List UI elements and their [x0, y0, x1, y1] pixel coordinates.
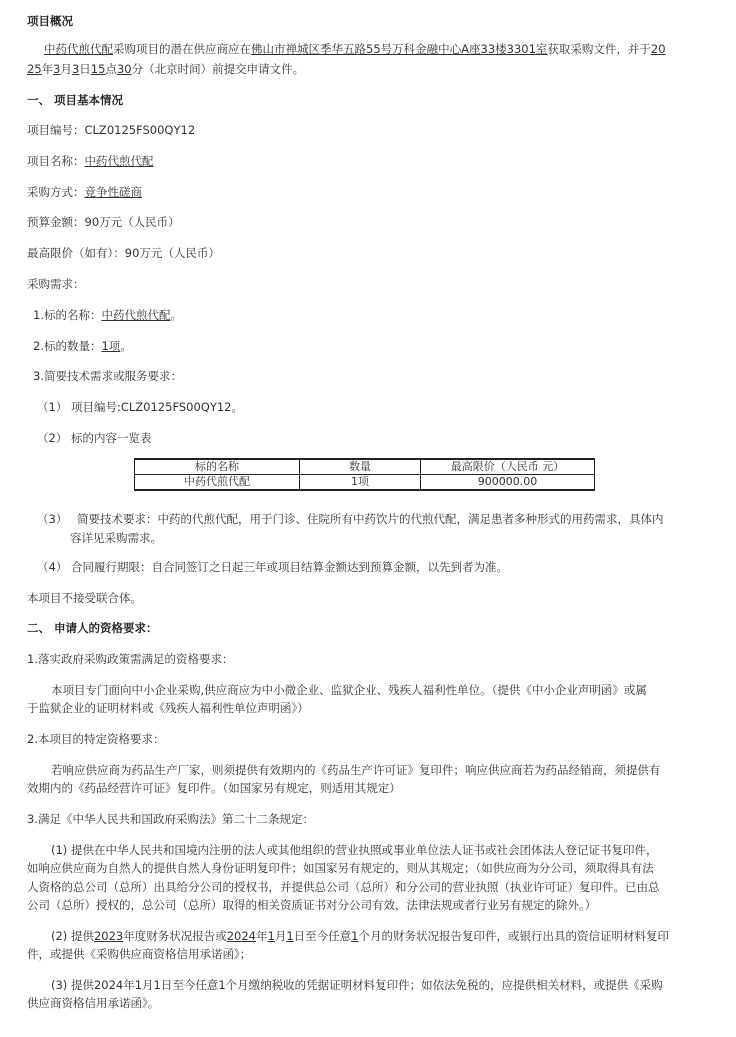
section-heading-basic-info: 一、 项目基本情况: [27, 93, 124, 107]
procurement-method-row: 采购方式：竞争性磋商: [27, 185, 142, 199]
tech-requirements-heading: 3.简要技术需求或服务要求：: [33, 369, 182, 383]
overview-line-2: 25年3月3日15点30分（北京时间）前提交申请文件。: [27, 62, 305, 76]
req-1-line-2: 于监狱企业的证明材料或《残疾人福利性单位声明函》）: [27, 701, 309, 715]
table-cell: 1项: [300, 475, 421, 491]
project-number-row: 项目编号：CLZ0125FS00QY12: [27, 123, 196, 137]
project-name: 中药代煎代配: [84, 154, 154, 168]
sub-item-2: （2） 标的内容一览表: [37, 431, 152, 445]
table-cell: 900000.00: [421, 475, 595, 491]
project-number: CLZ0125FS00QY12: [84, 123, 196, 137]
req-1-title: 1.落实政府采购政策需满足的资格要求：: [27, 652, 234, 666]
req-3-p1-line-2: 如响应供应商为自然人的提供自然人身份证明复印件；如国家另有规定的，则从其规定；（如供应商为分公司，须取得具有法: [27, 861, 654, 875]
req-3-p1-line-4: 公司（总所）授权的，总公司（总所）取得的相关资质证书对分公司有效，法律法规或者行业另有规定的除外。）: [27, 898, 597, 912]
item-quantity-row: 2.标的数量：1项。: [33, 339, 132, 353]
consortium-note: 本项目不接受联合体。: [27, 591, 142, 605]
req-3-p2-line-1: (2) 提供2023年度财务状况报告或2024年1月1日至今任意1个月的财务状况报告复印件，或银行出具的资信证明材料复印: [51, 929, 669, 943]
demand-label: 采购需求：: [27, 277, 85, 291]
section-title-overview: 项目概况: [27, 14, 73, 28]
req-3-p3-line-1: (3) 提供2024年1月1日至今任意1个月缴纳税收的凭据证明材料复印件；如依法免税的，应提供相关材料，或提供《采购: [51, 978, 663, 992]
item-name-row: 1.标的名称：中药代煎代配。: [33, 308, 182, 322]
req-2-line-2: 效期内的《药品经营许可证》复印件。（如国家另有规定，则适用其规定）: [27, 781, 401, 795]
item-quantity: 1项: [101, 339, 121, 353]
req-3-p2-line-2: 件，或提供《采购供应商资格信用承诺函》；: [27, 947, 252, 961]
sub-item-3-line-2: 容详见采购需求。: [70, 531, 162, 545]
table-row: [135, 475, 595, 491]
req-1-line-1: 本项目专门面向中小企业采购,供应商应为中小微企业、监狱企业、残疾人福利性单位。（提供《中小企业声明函》或属: [51, 683, 647, 697]
items-table: [134, 458, 595, 491]
sub-item-4: （4） 合同履行期限：自合同签订之日起三年或项目结算金额达到预算金额，以先到者为准。: [37, 560, 508, 574]
table-cell: 中药代煎代配: [135, 475, 300, 491]
table-header-cell: 标的名称: [135, 459, 300, 475]
req-3-title: 3.满足《中华人民共和国政府采购法》第二十二条规定：: [27, 812, 314, 826]
req-3-p1-line-1: (1) 提供在中华人民共和国境内注册的法人或其他组织的营业执照或事业单位法人证书或社会团体法人登记证书复印件，: [51, 843, 658, 857]
section-heading-qualifications: 二、 申请人的资格要求：: [27, 621, 158, 635]
item-name: 中药代煎代配: [101, 308, 171, 322]
sub-item-3-line-1: 简要技术要求：中药的代煎代配，用于门诊、住院所有中药饮片的代煎代配，满足患者多种形式的用药需求，具体内: [77, 512, 664, 526]
table-header-cell: 数量: [300, 459, 421, 475]
procurement-method: 竞争性磋商: [84, 185, 142, 199]
budget-row: 预算金额：90万元（人民币）: [27, 215, 180, 229]
req-2-title: 2.本项目的特定资格要求：: [27, 732, 165, 746]
sub-item-1: （1） 项目编号:CLZ0125FS00QY12。: [37, 400, 243, 414]
overview-line-1: 中药代煎代配采购项目的潜在供应商应在佛山市禅城区季华五路55号万科金融中心A座33楼3301室获取采购文件，并于20: [44, 42, 666, 56]
sub-item-3-prefix: （3）: [37, 512, 68, 526]
req-2-line-1: 若响应供应商为药品生产厂家，则须提供有效期内的《药品生产许可证》复印件；响应供应商若为药品经销商，须提供有: [51, 763, 661, 777]
project-name-row: 项目名称：中药代煎代配: [27, 154, 154, 168]
table-header-cell: 最高限价（人民币 元）: [421, 459, 595, 475]
overview-address: 佛山市禅城区季华五路55号万科金融中心A座33楼3301室: [251, 42, 548, 56]
req-3-p1-line-3: 人资格的总公司（总所）出具给分公司的授权书，并提供总公司（总所）和分公司的营业执照（执业许可证）复印件。已由总: [27, 880, 660, 894]
max-price-row: 最高限价（如有）：90万元（人民币）: [27, 246, 220, 260]
req-3-p3-line-2: 供应商资格信用承诺函》。: [27, 996, 160, 1010]
overview-project-name: 中药代煎代配: [44, 42, 113, 56]
table-header-row: [135, 459, 595, 475]
